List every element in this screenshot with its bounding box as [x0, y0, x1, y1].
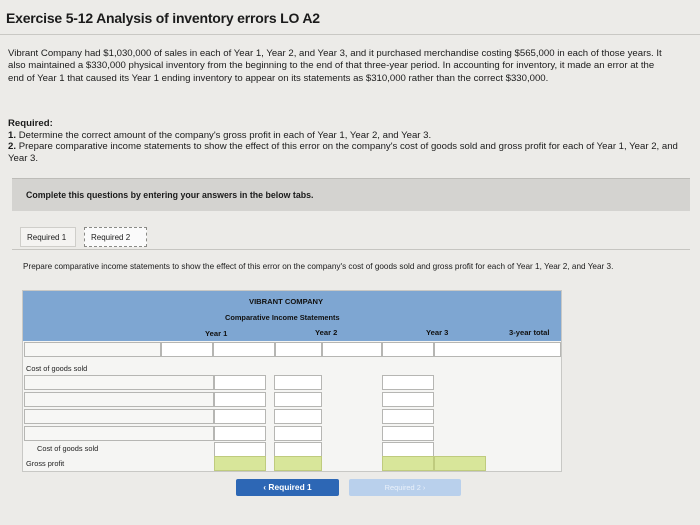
row-label-input[interactable]: [24, 426, 214, 441]
amount-input[interactable]: [382, 409, 434, 424]
amount-input[interactable]: [214, 426, 266, 441]
amount-input[interactable]: [214, 392, 266, 407]
required-section: [8, 118, 678, 164]
amount-input[interactable]: [274, 392, 322, 407]
column-year-3: Year 3: [426, 328, 449, 337]
amount-input[interactable]: [213, 342, 275, 357]
statement-title: Comparative Income Statements: [225, 313, 340, 322]
amount-input[interactable]: [274, 375, 322, 390]
gross-profit-cell: [214, 456, 266, 471]
required-item-1: [8, 130, 678, 142]
amount-input[interactable]: [382, 392, 434, 407]
row-label-input[interactable]: [24, 375, 214, 390]
previous-button[interactable]: [236, 479, 339, 496]
panel-prompt: Prepare comparative income statements to show the effect of this error on the company's cost of goods sold and gross profit for each of Year 1, Year 2, and Year 3.: [23, 262, 614, 271]
cogs-header-label: Cost of goods sold: [26, 364, 88, 373]
amount-input[interactable]: [434, 342, 561, 357]
company-name: VIBRANT COMPANY: [249, 297, 324, 306]
amount-input[interactable]: [382, 426, 434, 441]
column-year-2: Year 2: [315, 328, 338, 337]
required-heading: Required:: [8, 118, 53, 129]
row-label-input[interactable]: [24, 409, 214, 424]
column-year-1: Year 1: [205, 329, 228, 338]
exercise-title: Exercise 5-12 Analysis of inventory errors LO A2: [6, 10, 320, 26]
amount-input[interactable]: [382, 342, 434, 357]
tab-required-1[interactable]: Required 1: [20, 227, 76, 247]
next-button-label: Required 2: [384, 483, 421, 492]
amount-input[interactable]: [214, 409, 266, 424]
required-item-text: Prepare comparative income statements to show the effect of this error on the company's cost of goods sold and gross profit for each of Year 1, Year 2, and Year 3.: [8, 141, 678, 164]
gross-profit-label: Gross profit: [26, 459, 65, 468]
gross-profit-cell: [434, 456, 486, 471]
previous-button-label: Required 1: [268, 482, 312, 492]
required-item-number: 2.: [8, 141, 17, 153]
title-divider: [0, 34, 700, 35]
column-3-year-total: 3-year total: [509, 328, 550, 337]
panel-divider: [12, 249, 690, 250]
row-label-input[interactable]: [24, 392, 214, 407]
chevron-left-icon: ‹: [263, 482, 267, 492]
problem-paragraph: Vibrant Company had $1,030,000 of sales in each of Year 1, Year 2, and Year 3, and it purchased merchandise costing $565,000 in each of those years. It also maintained a $330,000 physical inventory from the beginning to the end of that three-year period. In accounting for inventory, it made an error at the end of Year 1 that caused its Year 1 ending inventory to appear on its statements as $310,000 rather than the correct $330,000.: [8, 48, 662, 84]
gross-profit-cell: [274, 456, 322, 471]
income-statement-table: [22, 290, 562, 472]
chevron-right-icon: ›: [422, 483, 426, 492]
required-item-2: [8, 141, 678, 164]
cogs-total-input[interactable]: [382, 442, 434, 457]
cogs-total-label: Cost of goods sold: [37, 444, 99, 453]
instructions-text: Complete this questions by entering your answers in the below tabs.: [26, 190, 314, 200]
instructions-banner: [12, 178, 690, 211]
amount-input[interactable]: [161, 342, 213, 357]
gross-profit-cell: [382, 456, 434, 471]
amount-input[interactable]: [382, 375, 434, 390]
amount-input[interactable]: [214, 375, 266, 390]
required-item-text: Determine the correct amount of the company's gross profit in each of Year 1, Year 2, and Year 3.: [18, 129, 432, 141]
required-item-number: 1.: [8, 129, 17, 141]
next-button[interactable]: [349, 479, 461, 496]
row-label-input[interactable]: [24, 342, 161, 357]
tab-required-2[interactable]: Required 2: [84, 227, 147, 247]
amount-input[interactable]: [322, 342, 382, 357]
amount-input[interactable]: [274, 409, 322, 424]
amount-input[interactable]: [274, 426, 322, 441]
table-header: [23, 291, 561, 341]
amount-input[interactable]: [275, 342, 322, 357]
cogs-total-input[interactable]: [274, 442, 322, 457]
cogs-total-input[interactable]: [214, 442, 266, 457]
